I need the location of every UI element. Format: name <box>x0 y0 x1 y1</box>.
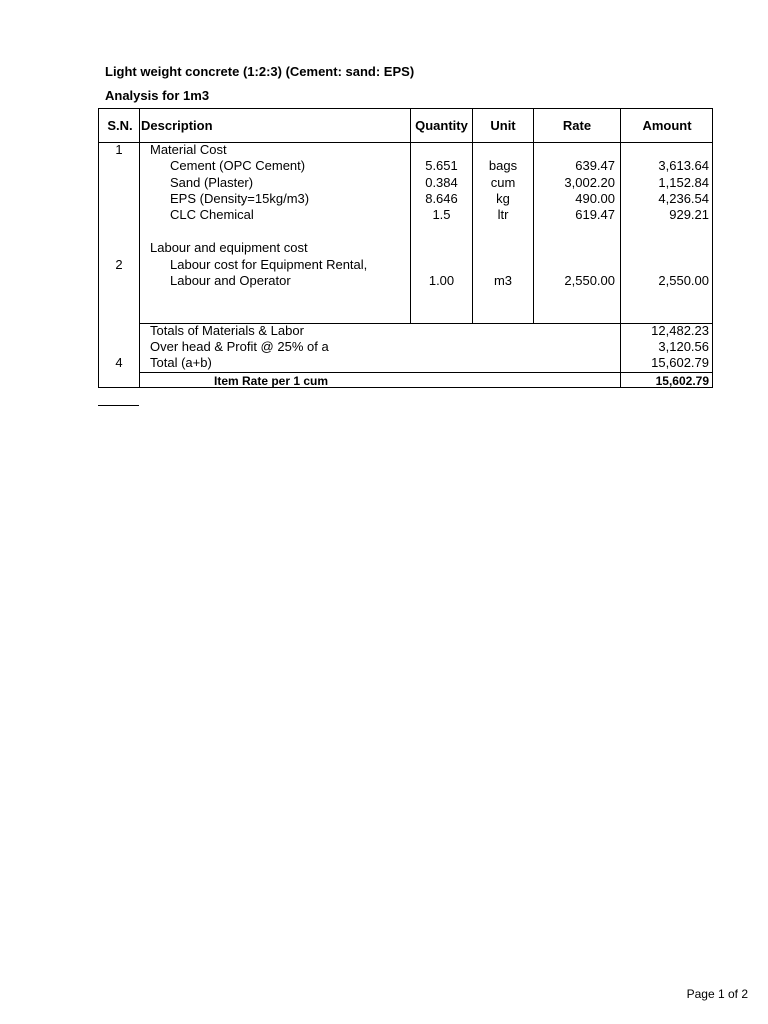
item-rate: 639.47 <box>575 158 615 173</box>
totals-amount: 12,482.23 <box>651 323 709 338</box>
section-heading: Material Cost <box>150 142 227 157</box>
item-quantity: 8.646 <box>425 191 458 206</box>
header-quantity: Quantity <box>415 118 468 133</box>
header-sn: S.N. <box>107 118 133 133</box>
header-unit: Unit <box>490 118 516 133</box>
item-quantity: 1.5 <box>432 207 451 222</box>
total-sn: 4 <box>115 355 123 370</box>
item-amount: 2,550.00 <box>658 273 709 288</box>
item-description: CLC Chemical <box>170 207 254 222</box>
header-amount: Amount <box>642 118 692 133</box>
item-quantity: 5.651 <box>425 158 458 173</box>
page-number: Page 1 of 2 <box>686 987 748 1001</box>
col-divider-sn <box>139 108 140 388</box>
header-rate: Rate <box>562 118 592 133</box>
item-unit: cum <box>490 175 516 190</box>
grand-total-amount: 15,602.79 <box>651 355 709 370</box>
item-unit: ltr <box>497 207 509 222</box>
item-quantity: 0.384 <box>425 175 458 190</box>
item-description: Sand (Plaster) <box>170 175 254 190</box>
section-sn: 1 <box>115 142 123 157</box>
item-rate-amount: 15,602.79 <box>655 374 709 388</box>
overhead-amount: 3,120.56 <box>658 339 709 354</box>
section-sn: 2 <box>115 257 123 272</box>
header-description: Description <box>141 118 213 133</box>
item-description-line1: Labour cost for Equipment Rental, <box>170 257 368 272</box>
item-quantity: 1.00 <box>428 273 455 288</box>
totals-label: Totals of Materials & Labor <box>150 323 304 338</box>
item-rate: 490.00 <box>575 191 615 206</box>
section-heading: Labour and equipment cost <box>150 240 308 255</box>
item-unit: kg <box>496 191 510 206</box>
trailing-cell-line <box>98 405 139 406</box>
document-title: Light weight concrete (1:2:3) (Cement: sand: EPS) <box>105 64 415 79</box>
document-subtitle: Analysis for 1m3 <box>105 88 210 103</box>
item-description: EPS (Density=15kg/m3) <box>170 191 310 206</box>
grand-total-label: Total (a+b) <box>150 355 212 370</box>
item-description: Cement (OPC Cement) <box>170 158 306 173</box>
item-rate-label: Item Rate per 1 cum <box>214 374 329 388</box>
item-rate: 619.47 <box>575 207 615 222</box>
item-rate: 2,550.00 <box>564 273 615 288</box>
item-unit: bags <box>488 158 518 173</box>
item-amount: 4,236.54 <box>658 191 709 206</box>
item-amount: 1,152.84 <box>658 175 709 190</box>
overhead-label: Over head & Profit @ 25% of a <box>150 339 329 354</box>
item-amount: 3,613.64 <box>658 158 709 173</box>
item-description-line2: Labour and Operator <box>170 273 291 288</box>
item-unit: m3 <box>493 273 513 288</box>
item-rate: 3,002.20 <box>564 175 615 190</box>
item-amount: 929.21 <box>669 207 709 222</box>
